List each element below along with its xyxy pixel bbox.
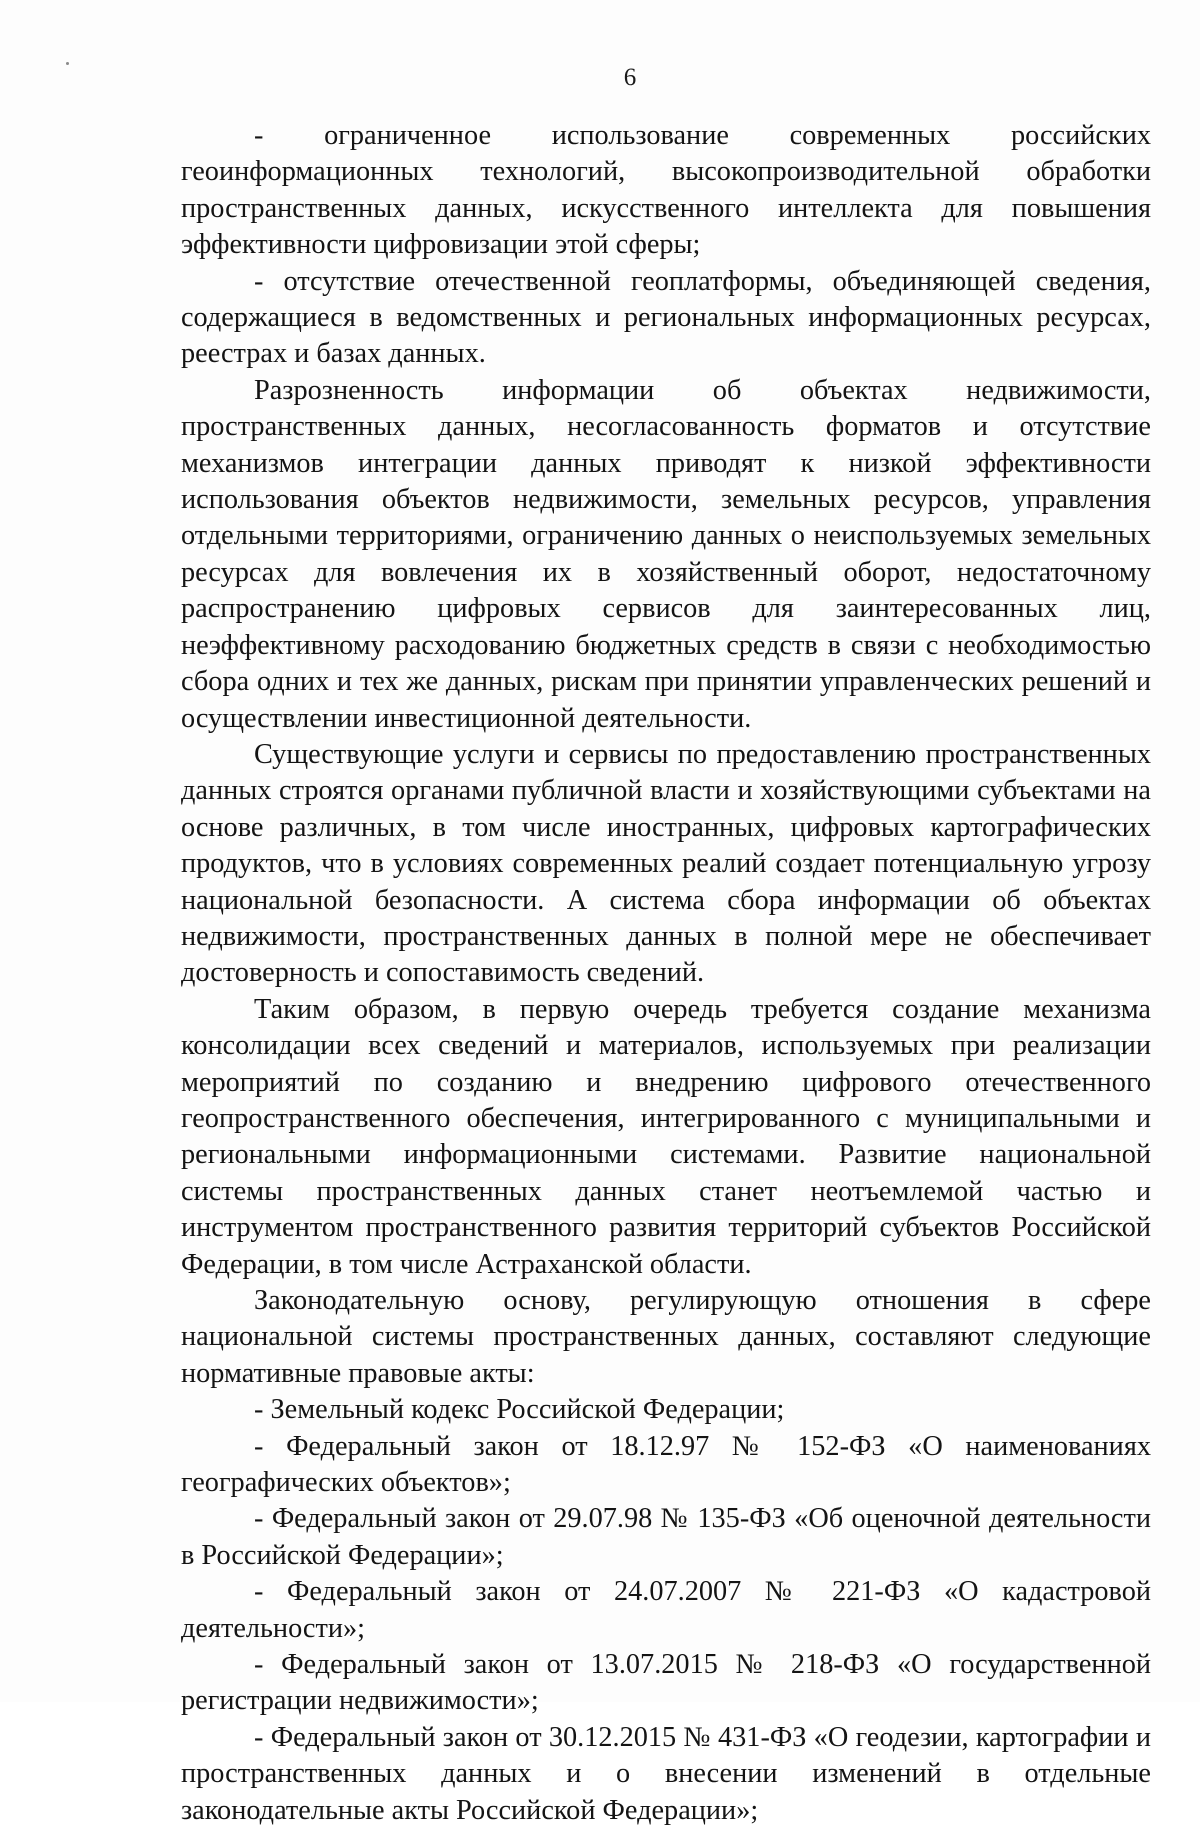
paragraph-list-item: - ограниченное использование современных российских геоинформационных технологий, высокопроизводительной обработки пространственных данных, искусственного интеллекта для повышения эффективности цифровизации этой сферы; bbox=[181, 120, 1151, 261]
law-list-item: - Земельный кодекс Российской Федерации; bbox=[254, 1394, 785, 1426]
law-list-item: - Федеральный закон от 30.12.2015 № 431-ФЗ «О геодезии, картографии и пространственных данных и о внесении изменений в отдельные законодательные акты Российской Федерации»; bbox=[181, 1721, 1151, 1826]
paragraph-list-item: - отсутствие отечественной геоплатформы, объединяющей сведения, содержащиеся в ведомственных и региональных информационных ресурсах, реестрах и базах данных. bbox=[181, 265, 1151, 370]
law-list-item: - Федеральный закон от 18.12.97 № 152-ФЗ «О наименованиях географических объектов»; bbox=[181, 1430, 1151, 1499]
paragraph: Существующие услуги и сервисы по предоставлению пространственных данных строятся органами публичной власти и хозяйствующими субъектами на основе различных, в том числе иностранных, цифровых картографических продуктов, что в условиях современных реалий создает потенциальную угрозу национальной безопасности. А система сбора информации об объектах недвижимости, пространственных данных в полной мере не обеспечивает достоверность и сопоставимость сведений. bbox=[181, 738, 1151, 989]
law-list-item: - Федеральный закон от 29.07.98 № 135-ФЗ «Об оценочной деятельности в Российской Федерации»; bbox=[181, 1503, 1151, 1571]
page-number: 6 bbox=[623, 64, 637, 91]
paragraph: Законодательную основу, регулирующую отношения в сфере национальной системы пространственных данных, составляют следующие нормативные правовые акты: bbox=[181, 1285, 1151, 1389]
law-list-item: - Федеральный закон от 13.07.2015 № 218-ФЗ «О государственной регистрации недвижимости»; bbox=[181, 1649, 1151, 1717]
document-body bbox=[181, 118, 1151, 1829]
paragraph: Таким образом, в первую очередь требуется создание механизма консолидации всех сведений и материалов, используемых при реализации мероприятий по созданию и внедрению цифрового отечественного геопространственного обеспечения, интегрированного с муниципальными и региональными информационными системами. Развитие национальной системы пространственных данных станет неотъемлемой частью и инструментом пространственного развития территорий субъектов Российской Федерации, в том числе Астраханской области. bbox=[181, 993, 1151, 1280]
law-list-item: - Федеральный закон от 24.07.2007 № 221-ФЗ «О кадастровой деятельности»; bbox=[181, 1576, 1151, 1644]
paragraph: Разрозненность информации об объектах недвижимости, пространственных данных, несогласованность форматов и отсутствие механизмов интеграции данных приводят к низкой эффективности использования объектов недвижимости, земельных ресурсов, управления отдельными территориями, ограничению данных о неиспользуемых земельных ресурсах для вовлечения их в хозяйственный оборот, недостаточному распространению цифровых сервисов для заинтересованных лиц, неэффективному расходованию бюджетных средств в связи с необходимостью сбора одних и тех же данных, рискам при принятии управленческих решений и осуществлении инвестиционной деятельности. bbox=[181, 374, 1151, 734]
